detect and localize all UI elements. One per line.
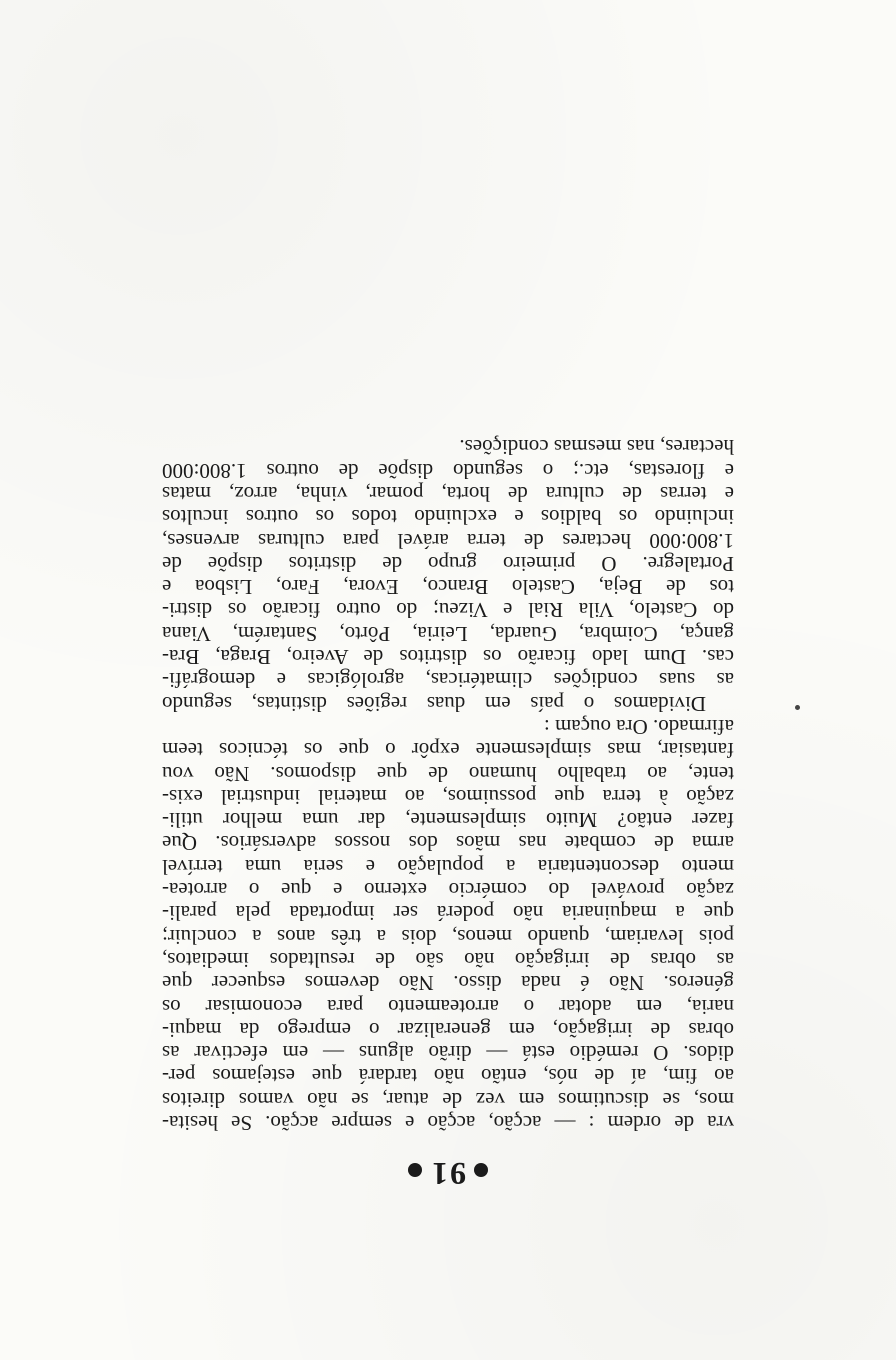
text-line: tente, ao trabalho humano de que dispomos. Não vou (162, 761, 734, 786)
text-line: zação à terra que possuimos, ao material industrial exis- (162, 784, 734, 809)
text-line: que a maquinaria não poderá ser importada pela parali- (162, 901, 734, 926)
text-line: Dividamos o país em duas regiões distintas, segundo (162, 691, 706, 716)
text-line: afirmado. Ora ouçam : (543, 714, 734, 739)
text-line: cas. Dum lado ficarão os distritos de Aveiro, Braga, Bra- (162, 645, 734, 670)
text-line: vra de ordem : — acção, acção e sempre acção. Se hesita- (162, 1111, 734, 1135)
text-line: naria, em adotar o arroteamento para economisar os (162, 994, 734, 1019)
text-line: fazer então? Muito simplesmente, dar uma melhor utili- (162, 808, 734, 833)
text-line: tos de Beja, Castelo Branco, Evora, Faro, Lisboa e (162, 575, 734, 600)
text-line: zação provável do comércio externo e que o arroteа- (162, 878, 734, 903)
text-line: 1.800:000 hectares de terra arável para culturas arvenses, (162, 528, 734, 553)
text-line: do Castelo, Vila Rial e Vizeu; do outro ficarão os distri- (162, 598, 734, 623)
bullet-icon (474, 1163, 488, 1177)
page-number (0, 1155, 896, 1192)
text-line: mento descontentaria a população e seria uma terrível (162, 854, 734, 879)
text-line: obras de irrigação, em generalizar o emprego da maqui- (162, 1017, 734, 1042)
text-line: ao fim, aí de nós, então não tardará que estejamos per- (162, 1064, 734, 1089)
text-line: mos, se discutimos em vez de atuar, se não vamos direitos (162, 1087, 734, 1112)
text-line: pois levariam, quando menos, dois a três anos a concluir; (162, 924, 734, 949)
text-line: Portalegre. O primeiro grupo de distritos dispõe de (162, 551, 734, 576)
text-line: géneros. Não é nada disso. Não devemos esquecer que (162, 971, 734, 996)
text-line: e florestas, etc.; o segundo dispõe de outros 1.800:000 (162, 458, 734, 483)
text-line: incluindo os baldios e excluindo todos os outros incultos (162, 505, 734, 530)
text-line: fantasiar, mas simplesmente expôr o que os técnicos teem (162, 738, 734, 763)
text-line: as suas condições climatéricas, agrológicas e demográfi- (162, 668, 734, 693)
body-text (162, 435, 734, 1134)
text-line: e terras de cultura de horta, pomar, vinha, arroz, matas (162, 481, 734, 506)
bullet-icon (408, 1163, 422, 1177)
text-line: didos. O remédio está — dirão alguns — em efectivar as (162, 1041, 734, 1066)
text-line: arma de combate nas mãos dos nossos adversários. Que (162, 831, 734, 856)
ink-speck (795, 705, 800, 710)
text-line: as obras de irrigação não são de resultados imediatos, (162, 947, 734, 972)
text-line: gança, Coimbra, Guarda, Leiria, Pôrto, Santarém, Viana (162, 621, 734, 646)
page-number-text: 91 (430, 1156, 466, 1192)
text-line: hectares, nas mesmas condições. (459, 435, 734, 460)
